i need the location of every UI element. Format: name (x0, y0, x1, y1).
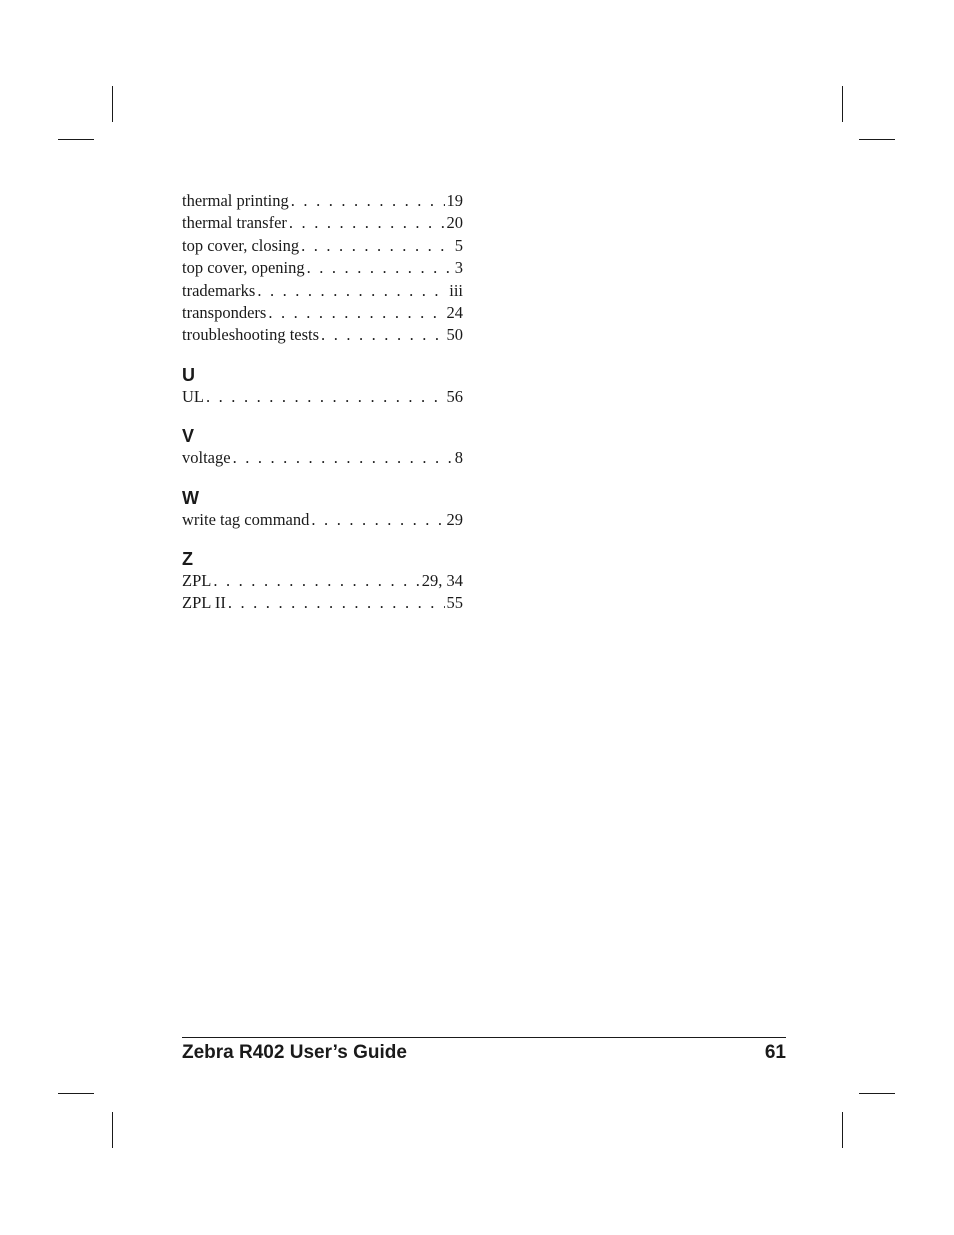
crop-mark-top-left-horizontal (58, 139, 94, 140)
dot-leader (291, 190, 445, 212)
index-term: top cover, opening (182, 258, 305, 278)
index-page: 29, 34 (421, 570, 463, 590)
footer-rule (182, 1037, 786, 1038)
index-page: 8 (454, 448, 463, 468)
index-page: 5 (454, 235, 463, 255)
index-page: 3 (454, 258, 463, 278)
index-page: 55 (446, 593, 463, 613)
page-footer (182, 1041, 786, 1065)
index-page: iii (449, 280, 463, 300)
index-term: thermal printing (182, 191, 289, 210)
index-page: 24 (446, 302, 463, 322)
index-page: 19 (446, 191, 463, 210)
index-group-t (182, 190, 463, 347)
index-page: 20 (446, 213, 463, 233)
index-column (182, 190, 463, 615)
crop-mark-top-left-vertical (112, 86, 113, 122)
section-letter-v: V (182, 426, 195, 447)
index-term: voltage (182, 448, 231, 468)
section-letter-w: W (182, 487, 199, 508)
index-term: write tag command (182, 509, 310, 529)
index-term: ZPL (182, 570, 212, 590)
index-entry (182, 324, 463, 346)
index-term: UL (182, 386, 204, 406)
crop-mark-bottom-right-vertical (842, 1112, 843, 1148)
index-page: 50 (446, 325, 463, 345)
index-group-w (182, 487, 463, 531)
index-term: trademarks (182, 280, 256, 300)
index-group-u (182, 364, 463, 408)
index-term: top cover, closing (182, 235, 300, 255)
crop-mark-top-right-vertical (842, 86, 843, 122)
index-entry (182, 280, 463, 302)
index-term: transponders (182, 302, 267, 322)
index-entry (182, 257, 463, 279)
dot-leader (321, 324, 444, 346)
index-term: troubleshooting tests (182, 325, 320, 345)
footer-title: Zebra R402 User’s Guide (182, 1042, 407, 1063)
dot-leader (206, 386, 445, 408)
index-entry (182, 302, 463, 324)
dot-leader (307, 257, 453, 279)
index-term: thermal transfer (182, 213, 287, 233)
dot-leader (311, 509, 444, 531)
index-group-z (182, 548, 463, 615)
index-term: ZPL II (182, 593, 226, 613)
dot-leader (233, 447, 453, 469)
dot-leader (268, 302, 444, 324)
index-entry (182, 212, 463, 234)
dot-leader (301, 235, 453, 257)
index-entry (182, 570, 463, 592)
index-entry (182, 190, 463, 212)
index-page: 29 (446, 509, 463, 529)
dot-leader (228, 592, 445, 614)
index-entry (182, 509, 463, 531)
index-group-v (182, 425, 463, 469)
dot-leader (289, 212, 445, 234)
dot-leader (257, 280, 447, 302)
index-entry (182, 235, 463, 257)
crop-mark-bottom-right-horizontal (859, 1093, 895, 1094)
index-entry (182, 447, 463, 469)
footer-page-number: 61 (764, 1042, 786, 1063)
crop-mark-top-right-horizontal (859, 139, 895, 140)
section-letter-u: U (182, 364, 195, 385)
crop-mark-bottom-left-horizontal (58, 1093, 94, 1094)
dot-leader (213, 570, 419, 592)
crop-mark-bottom-left-vertical (112, 1112, 113, 1148)
index-page: 56 (446, 386, 463, 406)
index-entry (182, 386, 463, 408)
index-entry (182, 592, 463, 614)
section-letter-z: Z (182, 548, 193, 569)
